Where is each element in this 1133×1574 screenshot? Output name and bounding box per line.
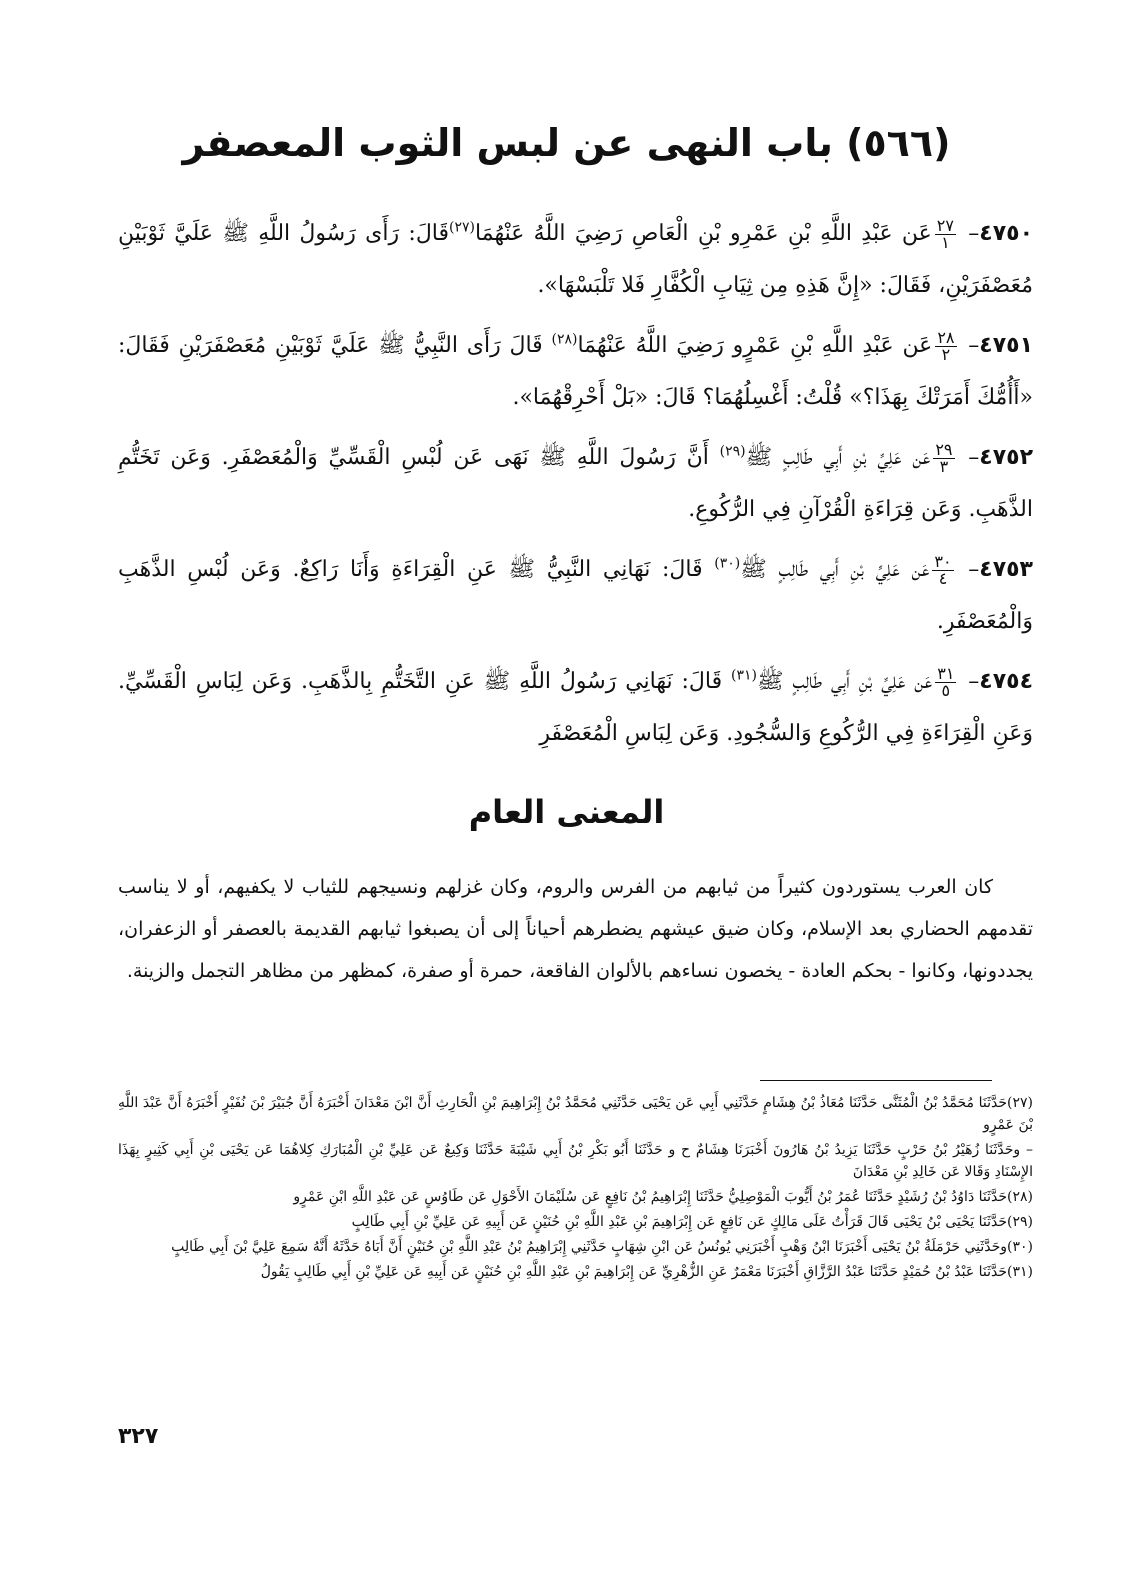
hadith-number: ٤٧٥١ [979,333,1033,358]
hadith-number: ٤٧٥٣ [979,557,1033,582]
hadith-number: ٤٧٥٤ [979,669,1034,694]
hadith-text: عَن عَبْدِ اللَّهِ بْنِ عَمْرِو بْنِ الْعَاصِ رَضِيَ اللَّهُ عَنْهُمَا [475,221,932,246]
sub-number: $\frac{٢٨}{٢}$ [937,327,955,364]
footnote-29: (٢٩)حَدَّثَنَا يَحْيَى بْنُ يَحْيَى قَالَ قَرَأْتُ عَلَى مَالِكٍ عَن نَافِعٍ عَن إِبْرَاهِيمَ بْنِ عَبْدِ اللَّهِ بْنِ حُنَيْنٍ عَن أَبِيهِ عَن عَلِيِّ بْنِ أَبِي طَالِبٍ [351,1214,1033,1230]
hadith-4750: ٤٧٥٠– $\frac{٢٧}{١}$ عَن عَبْدِ اللَّهِ بْنِ عَمْرِو بْنِ الْعَاصِ رَضِيَ اللَّهُ عَنْهُمَا$^{(٢٧)}$قَالَ: رَأَى رَسُولُ اللَّهِ ﷺ عَلَيَّ ثَوْبَيْنِ مُعَصْفَرَيْنِ، فَقَالَ: «إِنَّ هَذِهِ مِن ثِيَابِ الْكُفَّارِ فَلا تَلْبَسْهَا». [118,215,1033,298]
footnote-ref[interactable]: (٣٠) [714,555,741,572]
hadith-4752: ٤٧٥٢– $\frac{٢٩}{٣}$ عَن عَلِيِّ بْنِ أَبِي طَالِبٍ ﷺ$^{(٢٩)}$ أَنَّ رَسُولَ اللَّهِ ﷺ نَهَى عَن لُبْسِ الْقَسِّيِّ وَالْمُعَصْفَرِ. وَعَن تَخَتُّمِ الذَّهَبِ. وَعَن قِرَاءَةِ الْقُرْآنِ فِي الرُّكُوعِ. [118,439,1033,522]
footnotes [118,1092,1033,1286]
hadith-text: قَالَ رَأَى النَّبِيُّ ﷺ عَلَيَّ ثَوْبَيْنِ مُعَصْفَرَيْنِ فَقَالَ: «أَأُمُّكَ أَمَرَتْكَ بِهَذَا؟» قُلْتُ: أَغْسِلُهُمَا؟ قَالَ: «بَلْ أَحْرِقْهُمَا». [118,333,1033,410]
hadith-text: عَن عَبْدِ اللَّهِ بْنِ عَمْرٍو رَضِيَ اللَّهُ عَنْهُمَا [577,333,933,358]
footnote-28: (٢٨)حَدَّثَنَا دَاوُدُ بْنُ رُشَيْدٍ حَدَّثَنَا عُمَرُ بْنُ أَيُّوبَ الْمَوْصِلِيُّ حَدَّثَنَا إِبْرَاهِيمُ بْنُ نَافِعٍ عَن سُلَيْمَانَ الأَحْوَلِ عَن طَاوُسٍ عَن عَبْدِ اللَّهِ ابْنِ عَمْرٍو [293,1189,1033,1205]
hadith-number: ٤٧٥٢ [979,445,1033,470]
sub-number: $\frac{٢٧}{١}$ [936,215,954,252]
sub-number: $\frac{٣٠}{٤}$ [934,551,952,588]
hadith-text: عَن عَلِيِّ بْنِ أَبِي طَالِبٍ ﷺ [757,669,933,694]
footnote-27-continued: – وحَدَّثَنَا زُهَيْرُ بْنُ حَرْبٍ حَدَّثَنَا يَزِيدُ بْنُ هَارُونَ أَخْبَرَنَا هِشَامٌ ح و حَدَّثَنَا أَبُو بَكْرِ بْنُ أَبِي شَيْبَةَ حَدَّثَنَا وَكِيعٌ عَن عَلِيِّ بْنِ الْمُبَارَكِ كِلاهُمَا عَن يَحْيَى بْنِ أَبِي كَثِيرٍ بِهَذَا الإِسْنَادِ وَقَالا عَن خَالِدِ بْنِ مَعْدَانَ [118,1142,1033,1180]
chapter-title: (٥٦٦) باب النهى عن لبس الثوب المعصفر [182,121,951,165]
hadith-text: عَن عَلِيِّ بْنِ أَبِي طَالِبٍ ﷺ [740,557,930,582]
footnote-30: (٣٠)وحَدَّثَنِي حَرْمَلَةُ بْنُ يَحْيَى أَخْبَرَنَا ابْنُ وَهْبٍ أَخْبَرَنِي يُونُسُ عَن ابْنِ شِهَابٍ حَدَّثَنِي إِبْرَاهِيمُ بْنُ عَبْدِ اللَّهِ بْنِ حُنَيْنٍ أَنَّ أَبَاهُ حَدَّثَهُ أَنَّهُ سَمِعَ عَلِيَّ بْنَ أَبِي طَالِبٍ [171,1239,1033,1255]
hadith-4754: ٤٧٥٤– $\frac{٣١}{٥}$ عَن عَلِيِّ بْنِ أَبِي طَالِبٍ ﷺ$^{(٣١)}$ قَالَ: نَهَانِي رَسُولُ اللَّهِ ﷺ عَنِ التَّخَتُّمِ بِالذَّهَبِ. وَعَن لِبَاسِ الْقَسِّيِّ. وَعَنِ الْقِرَاءَةِ فِي الرُّكُوعِ وَالسُّجُودِ. وَعَن لِبَاسِ الْمُعَصْفَرِ [118,663,1034,746]
hadith-4753: ٤٧٥٣– $\frac{٣٠}{٤}$ عَن عَلِيِّ بْنِ أَبِي طَالِبٍ ﷺ$^{(٣٠)}$ قَالَ: نَهَانِي النَّبِيُّ ﷺ عَنِ الْقِرَاءَةِ وَأَنَا رَاكِعٌ. وَعَن لُبْسِ الذَّهَبِ وَالْمُعَصْفَرِ. [118,551,1033,634]
hadith-text: قَالَ: نَهَانِي النَّبِيُّ ﷺ عَنِ الْقِرَاءَةِ وَأَنَا رَاكِعٌ. وَعَن لُبْسِ الذَّهَبِ وَالْمُعَصْفَرِ. [118,557,1033,634]
hadith-text: عَن عَلِيِّ بْنِ أَبِي طَالِبٍ ﷺ [745,445,931,470]
general-meaning-paragraph: كان العرب يستوردون كثيراً من ثيابهم من الفرس والروم، وكان غزلهم ونسيجهم للثياب لا يكفيهم، أو لا يناسب تقدمهم الحضاري بعد الإسلام، وكان ضيق عيشهم يضطرهم أحياناً إلى أن يصبغوا ثيابهم القديمة بالعصفر أو الزعفران، يجددونها، وكانوا - بحكم العادة - يخصون نساءهم بالألوان الفاقعة، حمرة أو صفرة، كمظهر من مظاهر التجمل والزينة. [118,876,1033,982]
page-number: ٣٢٧ [118,1424,159,1449]
footnote-31: (٣١)حَدَّثَنَا عَبْدُ بْنُ حُمَيْدٍ حَدَّثَنَا عَبْدُ الرَّزَّاقِ أَخْبَرَنَا مَعْمَرٌ عَنِ الزُّهْرِيِّ عَن إِبْرَاهِيمَ بْنِ عَبْدِ اللَّهِ بْنِ حُنَيْنٍ عَن أَبِيهِ عَن عَلِيِّ بْنِ أَبِي طَالِبٍ يَقُولُ [260,1264,1033,1280]
sub-number: $\frac{٢٩}{٣}$ [935,439,953,476]
hadith-number: ٤٧٥٠ [979,221,1033,246]
hadith-text: أَنَّ رَسُولَ اللَّهِ ﷺ نَهَى عَن لُبْسِ الْقَسِّيِّ وَالْمُعَصْفَرِ. وَعَن تَخَتُّمِ الذَّهَبِ. وَعَن قِرَاءَةِ الْقُرْآنِ فِي الرُّكُوعِ. [118,445,1033,522]
footnote-ref[interactable]: (٢٧) [449,219,476,236]
hadith-list [118,208,1033,768]
hadith-text: قَالَ: نَهَانِي رَسُولُ اللَّهِ ﷺ عَنِ التَّخَتُّمِ بِالذَّهَبِ. وَعَن لِبَاسِ الْقَسِّيِّ. وَعَنِ الْقِرَاءَةِ فِي الرُّكُوعِ وَالسُّجُودِ. وَعَن لِبَاسِ الْمُعَصْفَرِ [118,669,1033,746]
hadith-4751: ٤٧٥١– $\frac{٢٨}{٢}$ عَن عَبْدِ اللَّهِ بْنِ عَمْرٍو رَضِيَ اللَّهُ عَنْهُمَا$^{(٢٨)}$ قَالَ رَأَى النَّبِيُّ ﷺ عَلَيَّ ثَوْبَيْنِ مُعَصْفَرَيْنِ فَقَالَ: «أَأُمُّكَ أَمَرَتْكَ بِهَذَا؟» قُلْتُ: أَغْسِلُهُمَا؟ قَالَ: «بَلْ أَحْرِقْهُمَا». [118,327,1033,410]
footnote-divider [760,1080,992,1081]
footnote-ref[interactable]: (٣١) [731,667,757,684]
sub-number: $\frac{٣١}{٥}$ [937,663,955,700]
footnote-ref[interactable]: (٢٩) [719,443,746,460]
section-title: المعنى العام [468,793,665,831]
footnote-27: (٢٧)حَدَّثَنَا مُحَمَّدُ بْنُ الْمُثَنَّى حَدَّثَنَا مُعَاذُ بْنُ هِشَامٍ حَدَّثَنِي أَبِي عَن يَحْيَى حَدَّثَنِي مُحَمَّدُ بْنُ إِبْرَاهِيمَ بْنِ الْحَارِثِ أَنَّ ابْنَ مَعْدَانَ أَخْبَرَهُ أَنَّ جُبَيْرَ بْنَ نُفَيْرٍ أَخْبَرَهُ أَنَّ عَبْدَ اللَّهِ بْنَ عَمْرٍو [118,1095,1033,1133]
hadith-text: قَالَ: رَأَى رَسُولُ اللَّهِ ﷺ عَلَيَّ ثَوْبَيْنِ مُعَصْفَرَيْنِ، فَقَالَ: «إِنَّ هَذِهِ مِن ثِيَابِ الْكُفَّارِ فَلا تَلْبَسْهَا». [118,221,1033,298]
footnote-ref[interactable]: (٢٨) [551,331,578,348]
